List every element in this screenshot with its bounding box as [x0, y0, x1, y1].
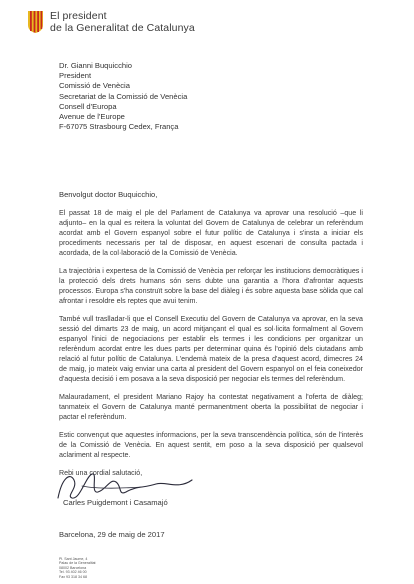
paragraph-2: La trajectòria i expertesa de la Comissió de Venècia per reforçar les institucions democràtiques i la protecció dels drets humans són sens dubte una garantia a l'hora d'afrontar aquests processos. Europa s'ha construït sobre la base del diàleg i és sobre aquesta base sòlida que cal afrontar i resoldre els reptes que avui tenim. [59, 267, 363, 305]
recipient-city: F-67075 Strasbourg Cedex, França [59, 122, 179, 132]
footer-street: Pl. Sant Jaume, 4 [59, 557, 88, 561]
senyera-icon [28, 11, 43, 33]
recipient-street: Avenue de l'Europe [59, 112, 125, 122]
recipient-organization: Comissió de Venècia [59, 81, 130, 91]
salutation: Benvolgut doctor Buquicchio, [59, 190, 158, 199]
place-date: Barcelona, 29 de maig de 2017 [59, 530, 165, 539]
footer-building: Palau de la Generalitat [59, 561, 96, 566]
letterhead [28, 11, 228, 35]
paragraph-5: Estic convençut que aquestes informacions, per la seva transcendència política, són de l'interès de la Comissió de Venècia. En aquest sentit, em poso a la seva disposició per qualsevol aclariment al respecte. [59, 431, 363, 459]
footer-fax: Fax 93 318 34 68 [59, 574, 87, 579]
recipient-department: Secretariat de la Comissió de Venècia [59, 91, 188, 101]
footer-phone: Tel. 93 402 46 00 [59, 570, 87, 575]
letterhead-subtitle: de la Generalitat de Catalunya [50, 22, 195, 34]
letter-body [59, 190, 363, 478]
recipient-role: President [59, 71, 92, 81]
footer-address [59, 557, 179, 579]
signer-name: Carles Puigdemont i Casamajó [63, 498, 168, 507]
recipient-address [59, 61, 389, 132]
footer-postcode: 08002 Barcelona [59, 565, 87, 570]
recipient-institution: Consell d'Europa [59, 101, 117, 111]
closing: Rebi una cordial salutació, [59, 469, 143, 477]
paragraph-1: El passat 18 de maig el ple del Parlament de Catalunya va aprovar una resolució –que li adjunto– en la qual es reitera la voluntat del Govern de Catalunya de celebrar un referèndum acordat amb el Govern espanyol sobre el futur polític de Catalunya i s'insta a iniciar els procediments necessaris per tal de disposar, en aquest escenari de consulta pactada i acordada, de la col·laboració de la Comissió de Venècia. [59, 209, 363, 257]
recipient-name: Dr. Gianni Buquicchio [59, 61, 133, 70]
letterhead-title: El president [50, 10, 107, 22]
paragraph-4: Malauradament, el president Mariano Rajoy ha contestat negativament a l'oferta de diàleg; tanmateix el Govern de Catalunya manté permanentment oberta la possibilitat de negociar i pactar el referèndum. [59, 393, 363, 421]
paragraph-3: També vull traslladar-li que el Consell Executiu del Govern de Catalunya va aprovar, en la seva sessió del dimarts 23 de maig, un acord mitjançant el qual es sol·licita formalment al Govern espanyol l'inici de negociacions per establir els termes i les condicions per organitzar un referèndum acordat entre les dues parts per determinar quina és l'opinió dels ciutadans amb relació al futur polític de Catalunya. L'endemà mateix de la presa d'aquest acord, dimecres 24 de maig, jo mateix vaig enviar una carta al president del Govern espanyol on el feia coneixedor d'aquesta decisió i em posava a la seva disposició per negociar els termes del referèndum. [59, 315, 363, 383]
